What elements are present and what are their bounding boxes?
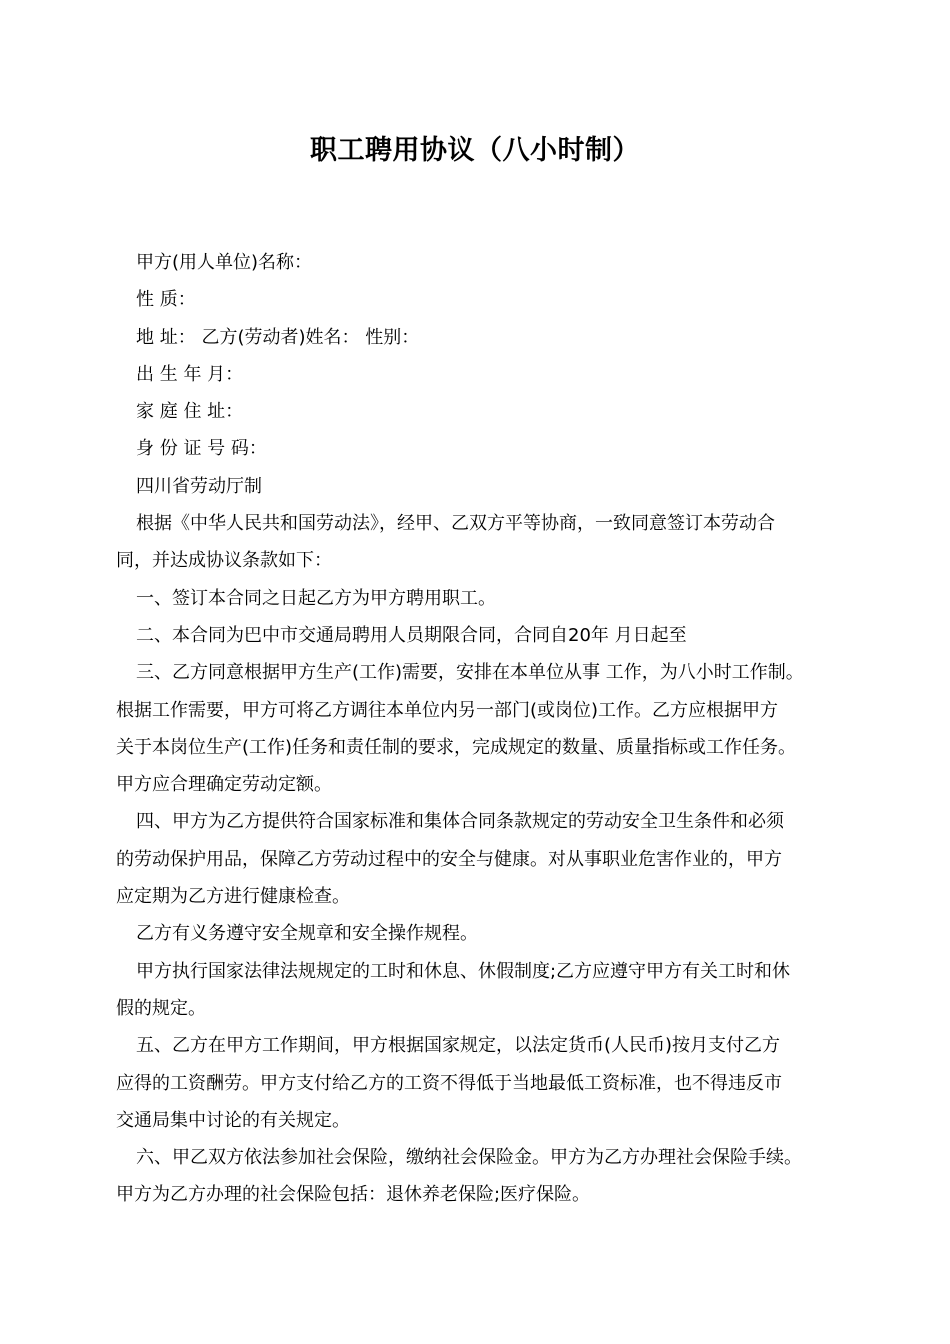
paragraph-line: 甲方为乙方办理的社会保险包括：退休养老保险;医疗保险。: [116, 1184, 591, 1206]
field-birth-date: 出 生 年 月：: [136, 363, 244, 385]
field-employer-name: 甲方(用人单位)名称：: [136, 252, 313, 273]
paragraph-line: 应得的工资酬劳。甲方支付给乙方的工资不得低于当地最低工资标准，也不得违反市: [116, 1072, 782, 1094]
paragraph-line: 乙方有义务遵守安全规章和安全操作规程。: [136, 923, 478, 945]
paragraph-line: 甲方执行国家法律法规规定的工时和休息、休假制度;乙方应遵守甲方有关工时和休: [136, 960, 791, 982]
clause-5: 五、乙方在甲方工作期间，甲方根据国家规定，以法定货币(人民币)按月支付乙方: [136, 1035, 781, 1057]
paragraph-line: 应定期为乙方进行健康检查。: [116, 886, 350, 908]
paragraph-line: 交通局集中讨论的有关规定。: [116, 1109, 350, 1131]
clause-4: 四、甲方为乙方提供符合国家标准和集体合同条款规定的劳动安全卫生条件和必须: [136, 811, 784, 833]
field-home-address: 家 庭 住 址：: [136, 401, 244, 423]
field-address-employee: 地 址： 乙方(劳动者)姓名： 性别：: [136, 326, 420, 348]
issuer-line: 四川省劳动厅制: [136, 475, 262, 497]
paragraph-line: 根据《中华人民共和国劳动法》，经甲、乙双方平等协商，一致同意签订本劳动合: [136, 513, 775, 535]
paragraph-line: 假的规定。: [116, 997, 206, 1019]
clause-6: 六、甲乙双方依法参加社会保险，缴纳社会保险金。甲方为乙方办理社会保险手续。: [136, 1147, 802, 1169]
paragraph-line: 甲方应合理确定劳动定额。: [116, 774, 332, 796]
paragraph-line: 关于本岗位生产(工作)任务和责任制的要求，完成规定的数量、质量指标或工作任务。: [116, 736, 797, 758]
paragraph-line: 根据工作需要，甲方可将乙方调往本单位内另一部门(或岗位)工作。乙方应根据甲方: [116, 699, 779, 721]
paragraph-line: 同，并达成协议条款如下：: [116, 550, 332, 572]
paragraph-line: 的劳动保护用品，保障乙方劳动过程中的安全与健康。对从事职业危害作业的，甲方: [116, 848, 782, 870]
clause-2: 二、本合同为巴中市交通局聘用人员期限合同，合同自20年 月日起至: [136, 624, 687, 646]
clause-1: 一、签订本合同之日起乙方为甲方聘用职工。: [136, 587, 496, 609]
clause-3: 三、乙方同意根据甲方生产(工作)需要，安排在本单位从事 工作，为八小时工作制。: [136, 662, 804, 684]
field-id-number: 身 份 证 号 码：: [136, 438, 267, 460]
field-nature: 性 质：: [136, 289, 196, 311]
document-body: [116, 244, 856, 1214]
document-title: 职工聘用协议（八小时制）: [310, 135, 640, 166]
